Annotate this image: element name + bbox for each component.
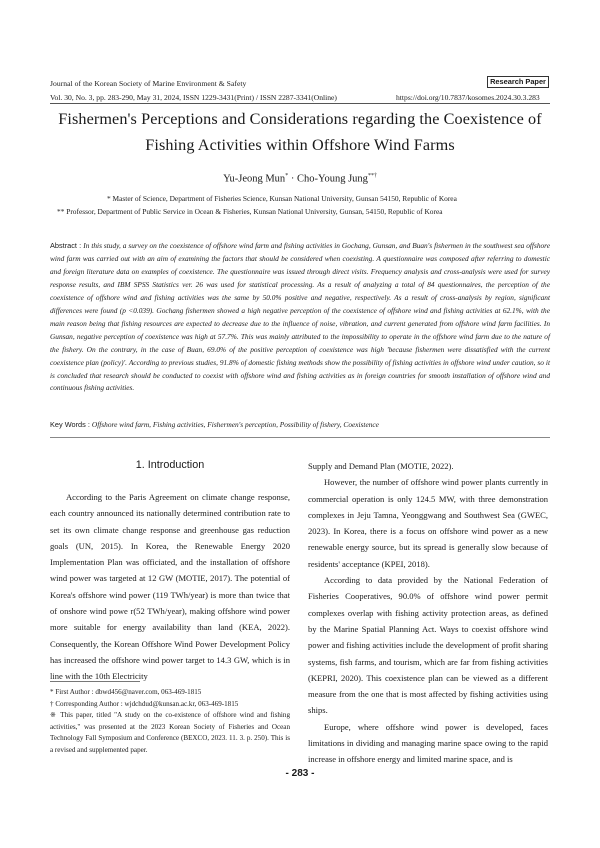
title-line: Fishermen's Perceptions and Considerations regarding the Coexistence of <box>58 110 542 128</box>
footnote-corresponding-author: † Corresponding Author : wjdchdud@kunsan.ac.kr, 063-469-1815 <box>50 699 239 708</box>
journal-name: Journal of the Korean Society of Marine Environment & Safety <box>50 79 247 88</box>
abstract-label: Abstract : <box>50 241 84 250</box>
doi-link[interactable]: https://doi.org/10.7837/kosomes.2024.30.3.283 <box>396 93 540 102</box>
right-column <box>308 458 548 768</box>
volume-info: Vol. 30, No. 3, pp. 283-290, May 31, 2024, ISSN 1229-3431(Print) / ISSN 2287-3341(Online) <box>50 93 337 102</box>
author-mark: **† <box>367 173 377 179</box>
paper-title <box>40 106 560 158</box>
author-name: Yu-Jeong Mun <box>223 173 286 185</box>
author-list <box>0 173 600 185</box>
abstract <box>50 240 550 395</box>
affiliation: ** Professor, Department of Public Service in Ocean & Fisheries, Kunsan National University, Gunsan, 54150, Republic of Korea <box>57 207 443 216</box>
footnotes <box>50 687 290 756</box>
author-name: Cho-Young Jung <box>296 173 368 185</box>
article-type-badge: Research Paper <box>487 76 549 88</box>
affiliation: * Master of Science, Department of Fisheries Science, Kunsan National University, Gunsan 54150, Republic of Korea <box>107 194 457 203</box>
header-divider <box>50 103 550 104</box>
section-heading: 1. Introduction <box>135 459 205 471</box>
keywords-text: Offshore wind farm, Fishing activities, Fishermen's perception, Possibility of fishery, Coexistence <box>91 420 379 429</box>
footnote-first-author: * First Author : dbwd456@naver.com, 063-469-1815 <box>50 688 202 696</box>
paragraph: Europe, where offshore wind power is developed, faces limitations in dividing and managing marine space owing to the rapid increase in offshore energy and limited marine space, and is <box>308 721 548 765</box>
title-line: Fishing Activities within Offshore Wind Farms <box>145 136 455 154</box>
footnote-divider <box>50 681 140 682</box>
paragraph: However, the number of offshore wind power plants currently in commercial operation is only 124.5 MW, with three demonstration complexes in Jeju Tamna, Yeonggwang and Southwest Sea (GWEC, 2023). In Korea, there is a focus on offshore wind power as a new renewable energy source, but its spread is generally slow because of residents' acceptance (KPEI, 2018). <box>308 477 548 569</box>
keywords-label: Key Words : <box>50 420 92 429</box>
left-column <box>50 489 290 685</box>
author-separator: · <box>288 173 297 185</box>
abstract-text: In this study, a survey on the coexistence of offshore wind farm and fishing activities in Gochang, Gunsan, and Buan's fishermen in the southwest sea offshore wind farm was carried out with an aim of examining the factors that should be considered when coexisting. A questionnaire was composed after referring to domestic and foreign literature data on examples of coexistence. The questionnaire was issued through direct visits. Frequency analysis and cross-analysis were used for survey response results, and IBM SPSS Statistics ver. 26 was used for statistical processing. As a result of analyzing a total of 84 questionnaires, the perception of the coexistence of offshore wind and fishing activities was the same by 50.0% positive and negative, respectively. As a result of cross-analysis by region, significant differences were found (p <0.039). Gochang fishermen showed a high negative perception of the coexistence of offshore wind and fishing activities at 62.1%, with the main reason being that fishing resources are expected to decrease due to the influence of noise, vibration, and current generated from offshore wind farm facilities. In Gunsan, negative perception of coexistence was high at 57.7%. This was mainly attributed to the impossibility to operate in the offshore wind farm due to the nature of the fishery. On the contrary, in the case of Buan, 69.0% of the positive perception of coexistence was high 'because fishermen were dissatisfied with the current coexistence plan (policy)'. According to previous studies, 91.8% of domestic fishing methods show the possibility of fishing activities in offshore wind under caution, so it is concluded that research should be conducted to coexist with offshore wind and fishing activities as in foreign countries for smooth installation of offshore wind and continuous fishing activities. <box>50 241 551 393</box>
footnote-note: ※ This paper, titled "A study on the co-existence of offshore wind and fishing activities," was presented at the 2023 Korean Society of Fisheries and Ocean Technology Fall Symposium and Conference (BEXCO, 2023. 11. 3. p. 250). This is a revised and supplemented paper. <box>50 711 290 754</box>
paragraph: Supply and Demand Plan (MOTIE, 2022). <box>308 461 454 471</box>
paragraph: According to the Paris Agreement on climate change response, each country announced its nationally determined contribution rate to set its own climate change response and greenhouse gas reduction goals (UN, 2015). In Korea, the Renewable Energy 2020 Implementation Plan was officiated, and the installation of offshore wind power was targeted at 12 GW (MOTIE, 2017). The potential of Korea's offshore wind power (119 TWh/year) is more than twice that of onshore wind powe r(52 TWh/year), making offshore wind power more suitable for energy availability than land (KEA, 2022). Consequently, the Korean Offshore Wind Power Development Policy has increased the offshore wind power target to 14.3 GW, which is in line with the 10th Electricity <box>50 492 290 682</box>
author-mark: * <box>285 173 289 179</box>
page-number: - 283 - <box>285 768 315 779</box>
abstract-divider <box>50 437 550 438</box>
paragraph: According to data provided by the National Federation of Fisheries Cooperatives, 90.0% of offshore wind power permit complexes overlap with fishing activity protection areas, as defined by the Marine Spatial Planning Act. Ways to coexist offshore wind power and fishing activities include the development of profit sharing systems, fish farms, and tourism, which are far from fishing activities (KEPRI, 2020). This coexistence plan can be viewed as a different measure from the one that is most affected by fishing activities using ships. <box>308 575 548 716</box>
keywords <box>50 420 550 429</box>
